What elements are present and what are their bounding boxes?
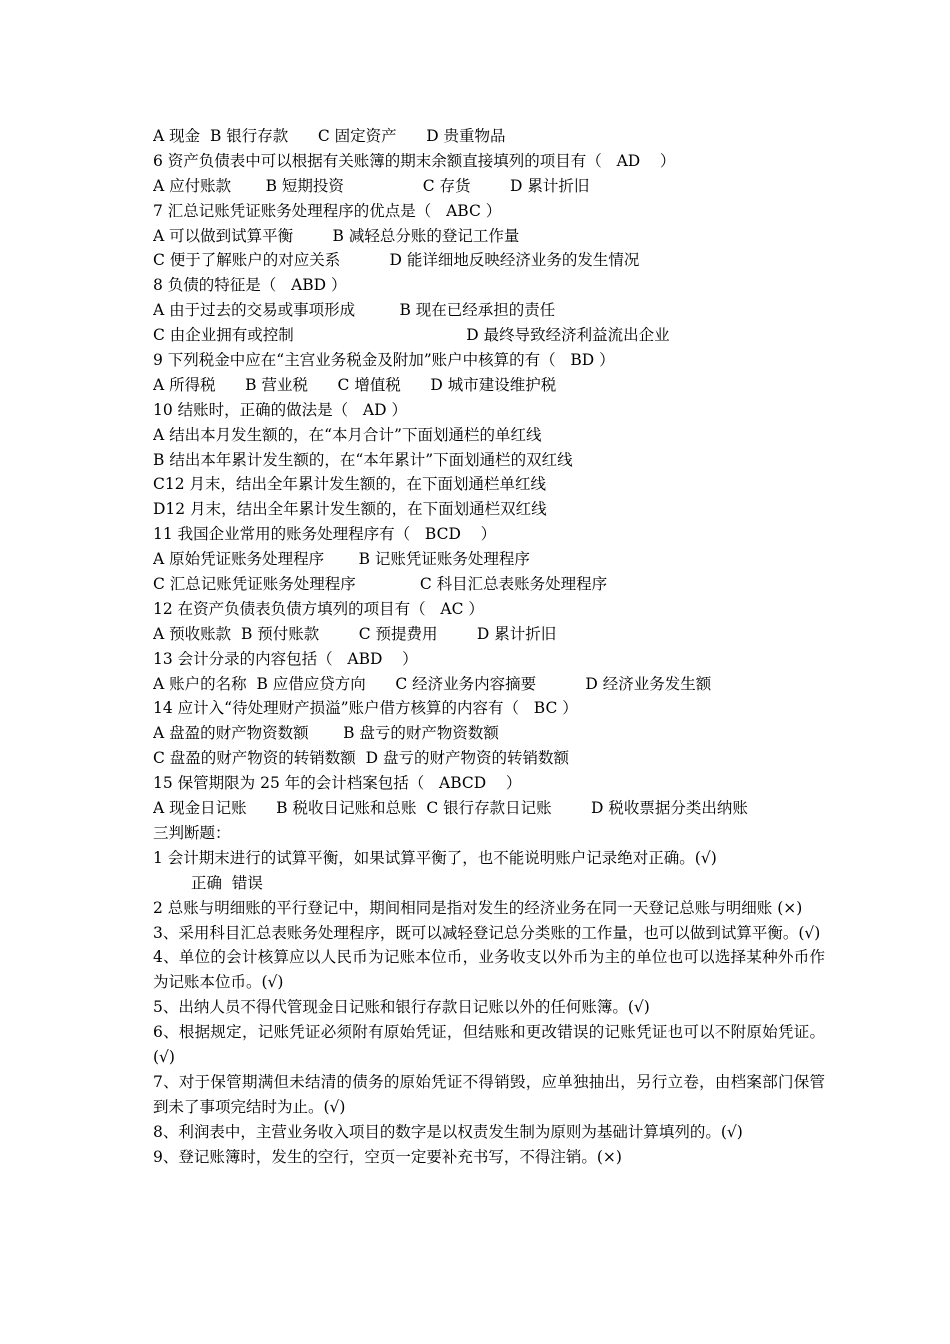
option-line: A 现金 B 银行存款 C 固定资产 D 贵重物品 (153, 127, 506, 145)
question-13: 13 会计分录的内容包括（ ABD ） (153, 649, 418, 668)
judgment-9: 9、登记账簿时，发生的空行，空页一定要补充书写，不得注销。(×) (153, 1147, 622, 1166)
question-6: 6 资产负债表中可以根据有关账簿的期末余额直接填列的项目有（ AD ） (153, 151, 676, 170)
option-line: A 原始凭证账务处理程序 B 记账凭证账务处理程序 (153, 550, 530, 569)
section-heading: 三判断题： (153, 823, 231, 842)
judgment-7: 7、对于保管期满但未结清的债务的原始凭证不得销毁，应单独抽出，另行立卷，由档案部门保管到未了事项完结时为止。(√) (153, 1072, 825, 1116)
judgment-6: 6、根据规定，记账凭证必须附有原始凭证，但结账和更改错误的记账凭证也可以不附原始凭证。(√) (153, 1023, 825, 1067)
question-12: 12 在资产负债表负债方填列的项目有（ AC ） (153, 599, 484, 618)
option-line: A 结出本月发生额的，在“本月合计”下面划通栏的单红线 (153, 425, 542, 444)
option-line: A 账户的名称 B 应借应贷方向 C 经济业务内容摘要 D 经济业务发生额 (153, 674, 712, 693)
option-line: A 应付账款 B 短期投资 C 存货 D 累计折旧 (153, 176, 590, 195)
option-line: C12 月末，结出全年累计发生额的，在下面划通栏单红线 (153, 475, 547, 494)
question-14: 14 应计入“待处理财产损溢”账户借方核算的内容有（ BC ） (153, 699, 578, 718)
option-line: B 结出本年累计发生额的，在“本年累计”下面划通栏的双红线 (153, 450, 573, 469)
option-line: D12 月末，结出全年累计发生额的，在下面划通栏双红线 (153, 500, 547, 519)
question-7: 7 汇总记账凭证账务处理程序的优点是（ ABC ） (153, 201, 502, 220)
judgment-4: 4、单位的会计核算应以人民币为记账本位币，业务收支以外币为主的单位也可以选择某种外币作为记账本位币。(√) (153, 948, 825, 992)
judgment-1: 1 会计期末进行的试算平衡，如果试算平衡了，也不能说明账户记录绝对正确。(√) (153, 848, 717, 867)
question-8: 8 负债的特征是（ ABD ） (153, 276, 347, 295)
answer-choices: 正确 错误 (191, 873, 263, 892)
document-page (153, 124, 825, 1170)
option-line: A 盘盈的财产物资数额 B 盘亏的财产物资数额 (153, 724, 499, 743)
option-line: C 便于了解账户的对应关系 D 能详细地反映经济业务的发生情况 (153, 251, 640, 270)
judgment-8: 8、利润表中，主营业务收入项目的数字是以权责发生制为原则为基础计算填列的。(√) (153, 1122, 743, 1141)
option-line: A 预收账款 B 预付账款 C 预提费用 D 累计折旧 (153, 624, 557, 643)
judgment-5: 5、出纳人员不得代管现金日记账和银行存款日记账以外的任何账簿。(√) (153, 998, 650, 1017)
option-line: A 由于过去的交易或事项形成 B 现在已经承担的责任 (153, 301, 556, 320)
question-10: 10 结账时，正确的做法是（ AD ） (153, 400, 407, 419)
option-line: C 由企业拥有或控制 D 最终导致经济利益流出企业 (153, 326, 670, 345)
question-9: 9 下列税金中应在“主宫业务税金及附加”账户中核算的有（ BD ） (153, 351, 615, 370)
option-line: A 现金日记账 B 税收日记账和总账 C 银行存款日记账 D 税收票据分类出纳账 (153, 799, 748, 818)
option-line: C 汇总记账凭证账务处理程序 C 科目汇总表账务处理程序 (153, 575, 608, 594)
judgment-3: 3、采用科目汇总表账务处理程序，既可以减轻登记总分类账的工作量，也可以做到试算平衡。(√) (153, 923, 821, 942)
judgment-2: 2 总账与明细账的平行登记中，期间相同是指对发生的经济业务在同一天登记总账与明细账 (×) (153, 898, 803, 917)
option-line: C 盘盈的财产物资的转销数额 D 盘亏的财产物资的转销数额 (153, 749, 569, 768)
option-line: A 可以做到试算平衡 B 减轻总分账的登记工作量 (153, 226, 520, 245)
option-line: A 所得税 B 营业税 C 增值税 D 城市建设维护税 (153, 375, 557, 394)
question-11: 11 我国企业常用的账务处理程序有（ BCD ） (153, 525, 497, 544)
question-15: 15 保管期限为 25 年的会计档案包括（ ABCD ） (153, 774, 522, 793)
